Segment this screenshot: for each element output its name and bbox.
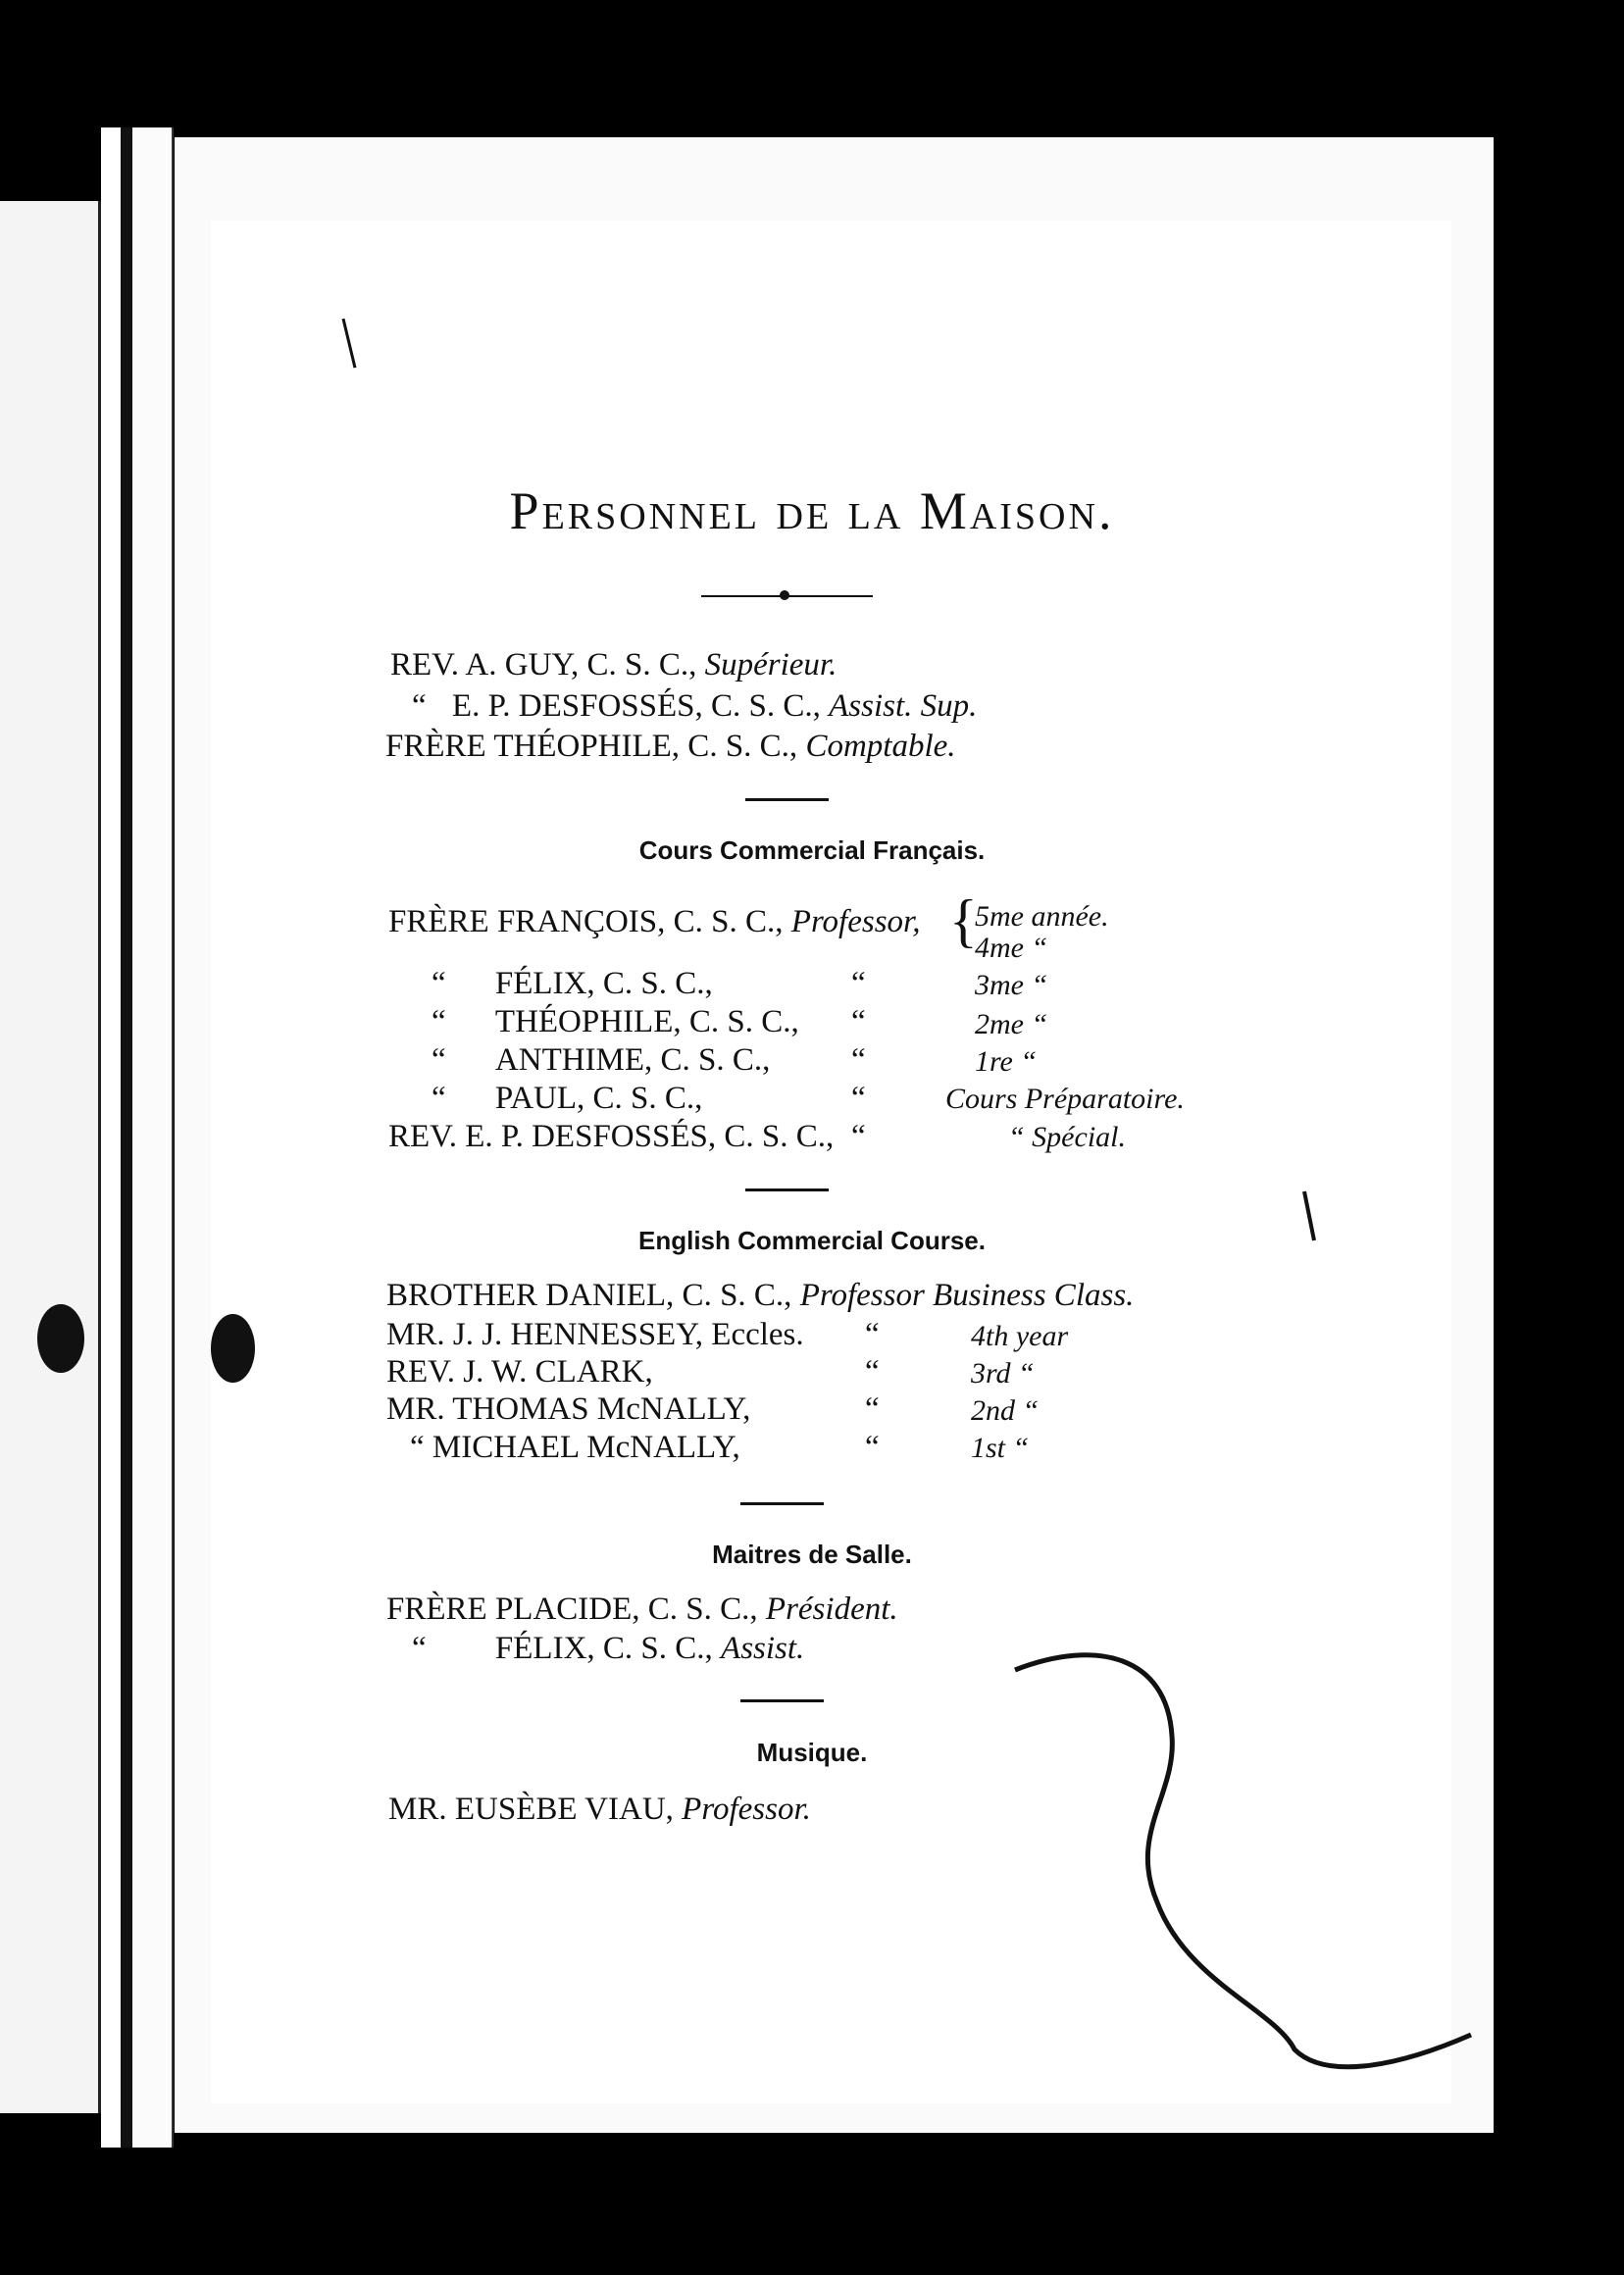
teacher-name: MR. J. J. HENNESSEY, Eccles. bbox=[386, 1317, 804, 1352]
ditto-mark: “ bbox=[851, 1081, 866, 1116]
ditto-mark: “ bbox=[412, 1631, 427, 1666]
accountant-role: Comptable. bbox=[805, 729, 956, 764]
ditto-mark: “ bbox=[851, 1042, 866, 1078]
teacher-name: REV. J. W. CLARK, bbox=[386, 1354, 653, 1390]
ditto-mark: “ bbox=[851, 966, 866, 1001]
teacher-name: ANTHIME, C. S. C., bbox=[494, 1042, 771, 1078]
grade: 2me “ bbox=[975, 1008, 1048, 1040]
section-heading-maitres: Maitres de Salle. bbox=[712, 1540, 912, 1569]
ditto-mark: “ bbox=[865, 1317, 880, 1352]
ditto-mark: “ bbox=[865, 1391, 880, 1427]
president-name: FRÈRE PLACIDE, C. S. C., bbox=[386, 1592, 758, 1627]
teacher-role: Professor, bbox=[790, 904, 921, 939]
teacher-name: “ MICHAEL McNALLY, bbox=[410, 1430, 740, 1465]
assistant-role: Assist. bbox=[721, 1631, 805, 1666]
president-role: Président. bbox=[765, 1592, 898, 1627]
ditto-mark: “ bbox=[412, 688, 427, 724]
teacher-name: THÉOPHILE, C. S. C., bbox=[494, 1004, 799, 1039]
assistant-director-name: E. P. DESFOSSÉS, C. S. C., bbox=[451, 688, 821, 724]
grade: 3rd “ bbox=[971, 1357, 1035, 1390]
ditto-mark: “ bbox=[431, 1081, 446, 1116]
ditto-mark: “ bbox=[851, 1119, 866, 1154]
assistant-name: FÉLIX, C. S. C., bbox=[494, 1631, 713, 1666]
page-title: Personnel de la Maison. bbox=[509, 481, 1115, 540]
brace-mark: { bbox=[949, 888, 978, 953]
assistant-director-role: Assist. Sup. bbox=[829, 688, 978, 724]
accountant-name: FRÈRE THÉOPHILE, C. S. C., bbox=[385, 729, 798, 764]
teacher-name: BROTHER DANIEL, C. S. C., bbox=[386, 1278, 792, 1313]
teacher-name: MR. THOMAS McNALLY, bbox=[386, 1391, 751, 1427]
ditto-mark: “ bbox=[431, 966, 446, 1001]
teacher-name: FÉLIX, C. S. C., bbox=[494, 966, 713, 1001]
teacher-role: Professor Business Class. bbox=[799, 1278, 1135, 1313]
grade: 2nd “ bbox=[971, 1394, 1040, 1427]
grade: 4me “ bbox=[975, 932, 1048, 964]
grade: Cours Préparatoire. bbox=[945, 1083, 1185, 1115]
grade: “ Spécial. bbox=[1008, 1121, 1126, 1153]
teacher-name: REV. E. P. DESFOSSÉS, C. S. C., bbox=[388, 1119, 835, 1154]
grade: 1st “ bbox=[971, 1432, 1030, 1464]
section-heading-english: English Commercial Course. bbox=[638, 1226, 986, 1255]
grade: 4th year bbox=[971, 1320, 1069, 1352]
teacher-name: FRÈRE FRANÇOIS, C. S. C., bbox=[388, 904, 784, 939]
director-role: Supérieur. bbox=[704, 647, 837, 682]
ditto-mark: “ bbox=[851, 1004, 866, 1039]
grade: 3me “ bbox=[975, 969, 1048, 1001]
ditto-mark: “ bbox=[431, 1042, 446, 1078]
ditto-mark: “ bbox=[865, 1430, 880, 1465]
grade: 5me année. bbox=[975, 900, 1109, 933]
grade: 1re “ bbox=[975, 1045, 1038, 1078]
ditto-mark: “ bbox=[431, 1004, 446, 1039]
section-heading-cours-francais: Cours Commercial Français. bbox=[638, 835, 986, 865]
music-teacher-name: MR. EUSÈBE VIAU, bbox=[388, 1792, 674, 1827]
ditto-mark: “ bbox=[865, 1354, 880, 1390]
section-heading-musique: Musique. bbox=[756, 1738, 868, 1767]
music-teacher-role: Professor. bbox=[682, 1792, 811, 1827]
director-name: REV. A. GUY, C. S. C., bbox=[390, 647, 697, 682]
teacher-name: PAUL, C. S. C., bbox=[494, 1081, 703, 1116]
